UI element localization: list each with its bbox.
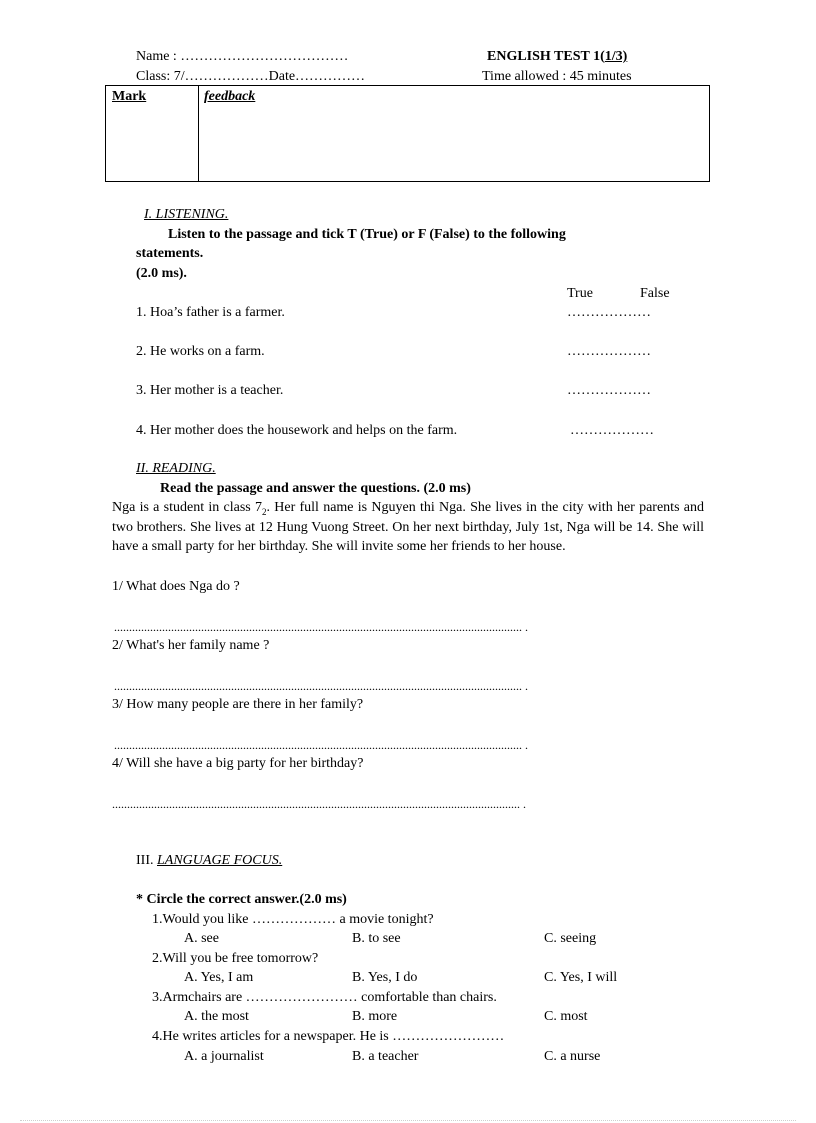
mark-label: Mark: [112, 89, 147, 104]
tick-blank[interactable]: ………………: [570, 423, 654, 438]
mc-option-b[interactable]: B. more: [352, 1009, 398, 1024]
answer-line[interactable]: ........................................................................................................................................ .: [114, 620, 528, 634]
tick-blank[interactable]: ………………: [567, 344, 651, 359]
test-title-part: 1/3): [604, 49, 628, 64]
page-bottom-edge: [20, 1120, 796, 1121]
mc-question: 2.Will you be free tomorrow?: [152, 951, 319, 966]
reading-instruction: Read the passage and answer the questions. (2.0 ms): [160, 481, 471, 496]
passage-subscript: 2: [261, 506, 267, 517]
passage-part2: . Her full name is Nguyen thi Nga. She lives in the city with her parents and two brothers. She lives at 12 Hung Vuong Street. On her next birthday, July 1st, Nga will be 14. She will have a small party for her birthday. She will invite some her friends to her house.: [112, 500, 704, 554]
reading-heading: II. READING.: [136, 461, 216, 476]
mc-option-a[interactable]: A. Yes, I am: [184, 970, 254, 985]
mark-feedback-table: [105, 85, 710, 182]
answer-line[interactable]: ........................................................................................................................................ .: [114, 738, 528, 752]
time-allowed: Time allowed : 45 minutes: [482, 69, 632, 84]
reading-question: 2/ What's her family name ?: [112, 638, 270, 653]
reading-question: 4/ Will she have a big party for her birthday?: [112, 756, 364, 771]
mc-option-c[interactable]: C. most: [544, 1009, 588, 1024]
test-title-prefix: ENGLISH TEST 1(: [487, 49, 605, 64]
mc-question: 3.Armchairs are …………………… comfortable than chairs.: [152, 990, 497, 1005]
mc-option-a[interactable]: A. see: [184, 931, 219, 946]
language-focus-number: III.: [136, 853, 154, 868]
tick-blank[interactable]: ………………: [567, 305, 651, 320]
mc-option-a[interactable]: A. the most: [184, 1009, 249, 1024]
mc-option-c[interactable]: C. a nurse: [544, 1049, 601, 1064]
mc-option-b[interactable]: B. Yes, I do: [352, 970, 418, 985]
mc-option-a[interactable]: A. a journalist: [184, 1049, 264, 1064]
feedback-label: feedback: [204, 89, 256, 104]
language-focus-heading: [136, 852, 282, 870]
tick-blank[interactable]: ………………: [567, 383, 651, 398]
listening-statement: 1. Hoa’s father is a farmer.: [136, 305, 285, 320]
name-field-line[interactable]: Name : ………………………………: [136, 49, 349, 64]
true-column-header: True: [567, 286, 593, 301]
mc-question: 4.He writes articles for a newspaper. He is ……………………: [152, 1029, 505, 1044]
mc-option-c[interactable]: C. seeing: [544, 931, 597, 946]
listening-marks: (2.0 ms).: [136, 266, 187, 281]
listening-instruction-line2: statements.: [136, 246, 204, 261]
mc-question: 1.Would you like ……………… a movie tonight?: [152, 912, 434, 927]
answer-line[interactable]: ........................................................................................................................................ .: [112, 797, 526, 811]
listening-statement: 4. Her mother does the housework and helps on the farm.: [136, 423, 458, 438]
mc-option-b[interactable]: B. a teacher: [352, 1049, 419, 1064]
mc-option-b[interactable]: B. to see: [352, 931, 401, 946]
reading-passage: [112, 498, 704, 557]
class-date-field-line[interactable]: Class: 7/………………Date……………: [136, 69, 366, 84]
language-focus-title: LANGUAGE FOCUS.: [157, 853, 283, 868]
mc-option-c[interactable]: C. Yes, I will: [544, 970, 618, 985]
test-title: [487, 48, 627, 66]
passage-part1: Nga is a student in class 7: [112, 500, 262, 515]
answer-line[interactable]: ........................................................................................................................................ .: [114, 679, 528, 693]
table-divider: [198, 86, 199, 181]
language-focus-instruction: * Circle the correct answer.(2.0 ms): [136, 892, 347, 907]
reading-question: 3/ How many people are there in her family?: [112, 697, 364, 712]
reading-question: 1/ What does Nga do ?: [112, 579, 240, 594]
listening-instruction-line1: Listen to the passage and tick T (True) or F (False) to the following: [168, 227, 566, 242]
false-column-header: False: [640, 286, 670, 301]
listening-statement: 3. Her mother is a teacher.: [136, 383, 284, 398]
listening-statement: 2. He works on a farm.: [136, 344, 265, 359]
listening-heading: I. LISTENING.: [144, 207, 229, 222]
